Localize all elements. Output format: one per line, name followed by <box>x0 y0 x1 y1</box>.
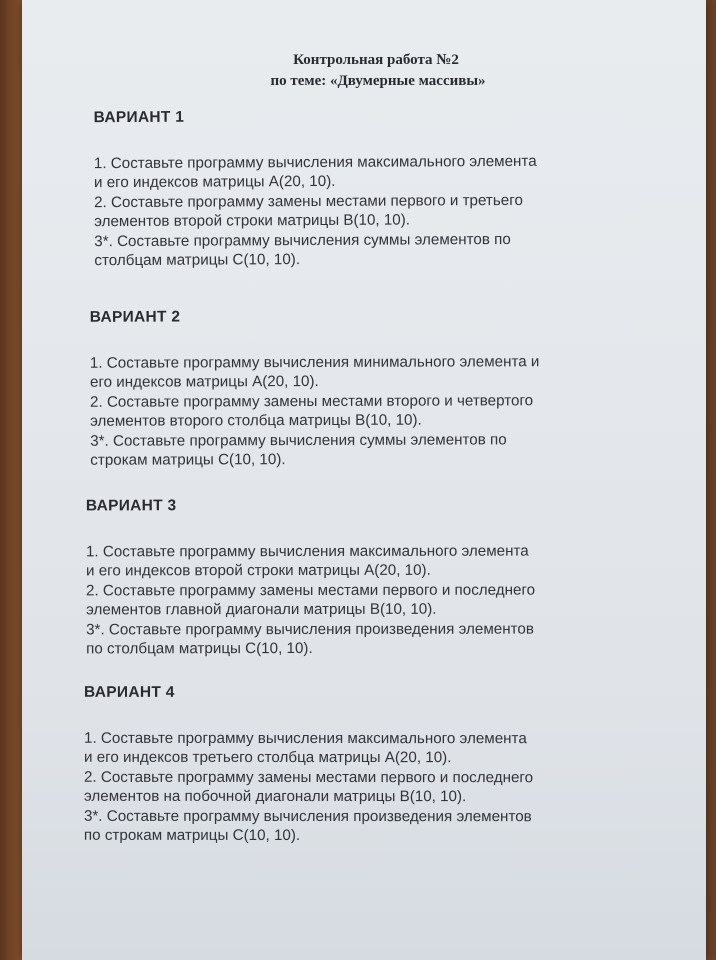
variant-3-line: 1. Составьте программу вычисления максимального элемента <box>85 542 529 561</box>
variant-4-line: по строкам матрицы C(10, 10). <box>83 826 301 845</box>
variant-1-line: 3*. Составьте программу вычисления суммы элементов по <box>94 230 511 250</box>
variant-2-section <box>90 307 540 470</box>
variant-2-line: 2. Составьте программу замены местами второго и четвертого <box>90 392 534 411</box>
variant-3-line: 2. Составьте программу замены местами первого и последнего <box>86 581 536 600</box>
variant-1-line: 1. Составьте программу вычисления максимального элемента <box>93 152 537 173</box>
variant-1-line: и его индексов матрицы A(20, 10). <box>93 173 336 192</box>
variant-2-line: элементов второго столбца матрицы B(10, 10). <box>90 411 422 431</box>
variant-2-heading: ВАРИАНТ 2 <box>89 308 181 326</box>
variant-2-line: 3*. Составьте программу вычисления суммы элементов по <box>90 430 507 450</box>
paper-sheet <box>22 0 706 960</box>
variant-4-line: и его индексов третьего столбца матрицы A(20, 10). <box>83 749 452 767</box>
variant-2-line: его индексов матрицы A(20, 10). <box>89 373 319 392</box>
variant-3-line: и его индексов второй строки матрицы A(20, 10). <box>85 562 431 580</box>
document-title: Контрольная работа №2 <box>293 52 459 68</box>
variant-3-line: по столбцам матрицы C(10, 10). <box>86 640 313 658</box>
variant-1-heading: ВАРИАНТ 1 <box>93 108 185 127</box>
variant-3-line: элементов главной диагонали матрицы B(10, 10). <box>86 600 437 619</box>
variant-1-line: столбцам матрицы C(10, 10). <box>94 251 301 270</box>
variant-4-line: элементов на побочной диагонали матрицы B(10, 10). <box>83 788 467 806</box>
variant-4-line: 2. Составьте программу замены местами первого и последнего <box>83 768 534 787</box>
variant-2-line: строкам матрицы C(10, 10). <box>90 451 286 469</box>
variant-4-line: 1. Составьте программу вычисления максимального элемента <box>84 729 527 748</box>
variant-4-section <box>84 684 533 846</box>
variant-1-line: 2. Составьте программу замены местами первого и третьего <box>94 191 523 211</box>
variant-3-section <box>86 497 535 659</box>
document-subtitle: по теме: «Двумерные массивы» <box>270 73 486 89</box>
variant-3-heading: ВАРИАНТ 3 <box>85 497 177 515</box>
variant-1-line: элементов второй строки матрицы B(10, 10). <box>94 211 411 231</box>
variant-4-heading: ВАРИАНТ 4 <box>84 683 175 701</box>
variant-1-section <box>94 107 538 271</box>
variant-3-line: 3*. Составьте программу вычисления произведения элементов <box>86 620 534 639</box>
variant-2-line: 1. Составьте программу вычисления минимального элемента и <box>89 353 540 372</box>
variant-4-line: 3*. Составьте программу вычисления произведения элементов <box>83 807 532 825</box>
